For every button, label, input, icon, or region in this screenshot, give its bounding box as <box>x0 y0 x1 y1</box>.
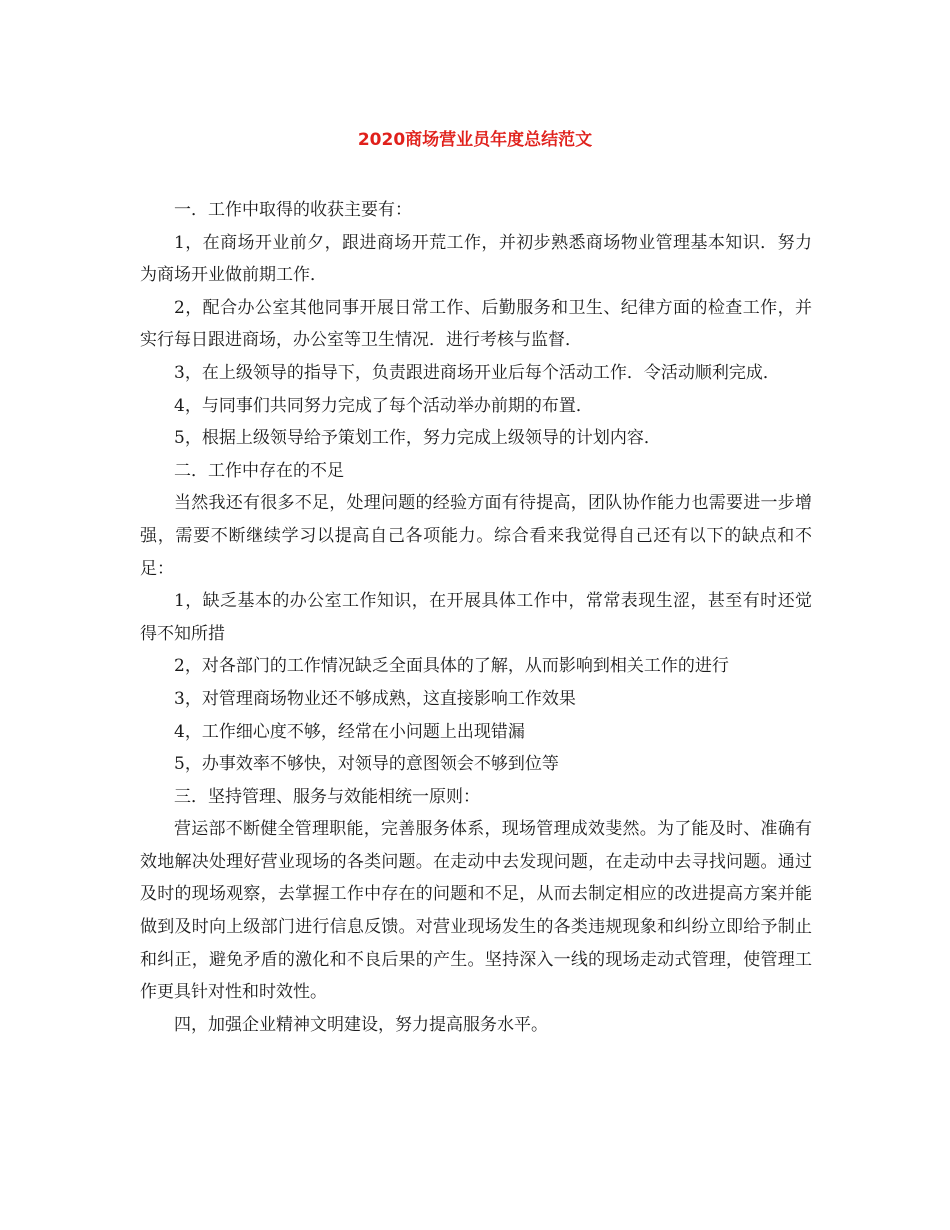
list-item: 4，工作细心度不够，经常在小问题上出现错漏 <box>174 721 525 742</box>
list-item: 2，对各部门的工作情况缺乏全面具体的了解，从而影响到相关工作的进行 <box>174 656 729 677</box>
list-item: 5，办事效率不够快，对领导的意图领会不够到位等 <box>174 754 559 775</box>
section-heading-2: 二．工作中存在的不足 <box>174 460 344 481</box>
document-body <box>140 194 812 1041</box>
body-paragraph: 当然我还有很多不足，处理问题的经验方面有待提高，团队协作能力也需要进一步增强，需要不断继续学习以提高自己各项能力。综合看来我觉得自己还有以下的缺点和不足： <box>140 493 812 579</box>
list-item: 3，对管理商场物业还不够成熟，这直接影响工作效果 <box>174 688 576 709</box>
section-heading-4: 四，加强企业精神文明建设，努力提高服务水平。 <box>174 1014 548 1035</box>
list-item: 1，缺乏基本的办公室工作知识，在开展具体工作中，常常表现生涩，甚至有时还觉得不知所措 <box>140 591 812 644</box>
list-item: 4，与同事们共同努力完成了每个活动举办前期的布置． <box>174 395 593 416</box>
list-item: 2，配合办公室其他同事开展日常工作、后勤服务和卫生、纪律方面的检查工作，并实行每日跟进商场，办公室等卫生情况．进行考核与监督． <box>140 297 812 351</box>
document-title: 2020商场营业员年度总结范文 <box>357 130 593 150</box>
list-item: 5，根据上级领导给予策划工作，努力完成上级领导的计划内容． <box>174 428 661 449</box>
section-heading-1: 一．工作中取得的收获主要有： <box>174 200 412 220</box>
body-paragraph: 营运部不断健全管理职能，完善服务体系，现场管理成效斐然。为了能及时、准确有效地解决处理好营业现场的各类问题。在走动中去发现问题，在走动中去寻找问题。通过及时的现场观察，去掌握工作中存在的问题和不足，从而去制定相应的改进提高方案并能做到及时向上级部门进行信息反馈。对营业现场发生的各类违规现象和纠纷立即给予制止和纠正，避免矛盾的激化和不良后果的产生。坚持深入一线的现场走动式管理，使管理工作更具针对性和时效性。 <box>140 819 812 1003</box>
list-item: 1，在商场开业前夕，跟进商场开荒工作，并初步熟悉商场物业管理基本知识．努力为商场开业做前期工作． <box>140 232 812 286</box>
list-item: 3，在上级领导的指导下，负责跟进商场开业后每个活动工作．令活动顺利完成． <box>174 362 780 383</box>
section-heading-3: 三．坚持管理、服务与效能相统一原则： <box>174 786 480 807</box>
